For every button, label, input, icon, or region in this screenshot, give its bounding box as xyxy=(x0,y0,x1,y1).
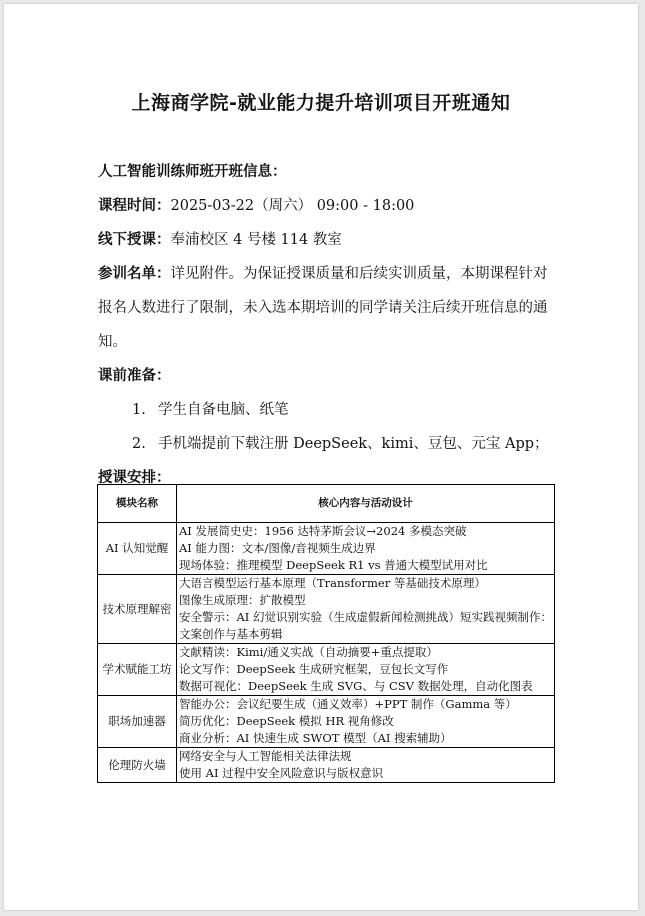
course-time-label: 课程时间： xyxy=(98,198,171,214)
content-line: 简历优化：DeepSeek 模拟 HR 视角修改 xyxy=(179,714,394,728)
roster-text: 详见附件。为保证授课质量和后续实训质量，本期课程针对报名人数进行了限制，未入选本期培训的同学请关注后续开班信息的通知。 xyxy=(98,266,548,350)
module-name: 学术赋能工坊 xyxy=(98,644,177,696)
content-line: 使用 AI 过程中安全风险意识与版权意识 xyxy=(179,766,384,780)
content-line: 商业分析：AI 快速生成 SWOT 模型（AI 搜索辅助） xyxy=(179,731,452,745)
content-line: AI 能力图：文本/图像/音视频生成边界 xyxy=(179,541,376,555)
module-content xyxy=(177,523,555,575)
course-time-value: 2025-03-22（周六） 09:00 - 18:00 xyxy=(170,198,415,214)
prep-item xyxy=(98,393,558,427)
module-content xyxy=(177,644,555,696)
content-line: AI 发展简史史：1956 达特茅斯会议→2024 多模态突破 xyxy=(179,524,467,538)
content-line: 图像生成原理：扩散模型 xyxy=(179,593,306,607)
module-content xyxy=(177,575,555,644)
prep-item-text: 手机端提前下载注册 DeepSeek、kimi、豆包、元宝 App； xyxy=(158,436,549,452)
location-line xyxy=(98,223,558,257)
roster-paragraph xyxy=(98,257,558,359)
prep-heading: 课前准备： xyxy=(98,368,171,384)
header-module: 模块名称 xyxy=(98,485,177,523)
table-row xyxy=(98,696,555,748)
table-row xyxy=(98,523,555,575)
document-page xyxy=(4,4,638,910)
content-line: 文献精读：Kimi/通义实战（自动摘要+重点提取） xyxy=(179,645,438,659)
content-line: 智能办公：会议纪要生成（通义效率）+PPT 制作（Gamma 等） xyxy=(179,697,517,711)
roster-label: 参训名单： xyxy=(98,266,171,282)
content-line: 安全警示：AI 幻觉识别实验（生成虚假新闻检测挑战）短实践视频制作：文案创作与基本剪辑 xyxy=(179,610,552,641)
prep-item xyxy=(98,427,558,461)
module-content xyxy=(177,748,555,783)
prep-item-number: 1. xyxy=(132,402,146,418)
table-row xyxy=(98,575,555,644)
prep-item-number: 2. xyxy=(132,436,146,452)
header-content: 核心内容与活动设计 xyxy=(177,485,555,523)
course-time-line xyxy=(98,189,558,223)
content-line: 网络安全与人工智能相关法律法规 xyxy=(179,749,352,763)
content-line: 现场体验：推理模型 DeepSeek R1 vs 普通大模型试用对比 xyxy=(179,558,488,572)
table-row xyxy=(98,748,555,783)
module-name: 技术原理解密 xyxy=(98,575,177,644)
module-content xyxy=(177,696,555,748)
module-name: 职场加速器 xyxy=(98,696,177,748)
content-line: 论文写作：DeepSeek 生成研究框架，豆包长文写作 xyxy=(179,662,449,676)
module-name: 伦理防火墙 xyxy=(98,748,177,783)
table-header-row xyxy=(98,485,555,523)
location-value: 奉浦校区 4 号楼 114 教室 xyxy=(170,232,342,248)
content-line: 数据可视化：DeepSeek 生成 SVG、与 CSV 数据处理，自动化图表 xyxy=(179,679,533,693)
content-line: 大语言模型运行基本原理（Transformer 等基础技术原理） xyxy=(179,576,486,590)
document-title: 上海商学院-就业能力提升培训项目开班通知 xyxy=(131,92,511,114)
location-label: 线下授课： xyxy=(98,232,171,248)
module-name: AI 认知觉醒 xyxy=(98,523,177,575)
notice-body xyxy=(98,155,558,495)
schedule-table xyxy=(97,484,555,783)
table-row xyxy=(98,644,555,696)
prep-item-text: 学生自备电脑、纸笔 xyxy=(158,402,289,418)
schedule-heading: 授课安排： xyxy=(98,470,171,486)
class-info-heading: 人工智能训练师班开班信息： xyxy=(98,164,287,180)
